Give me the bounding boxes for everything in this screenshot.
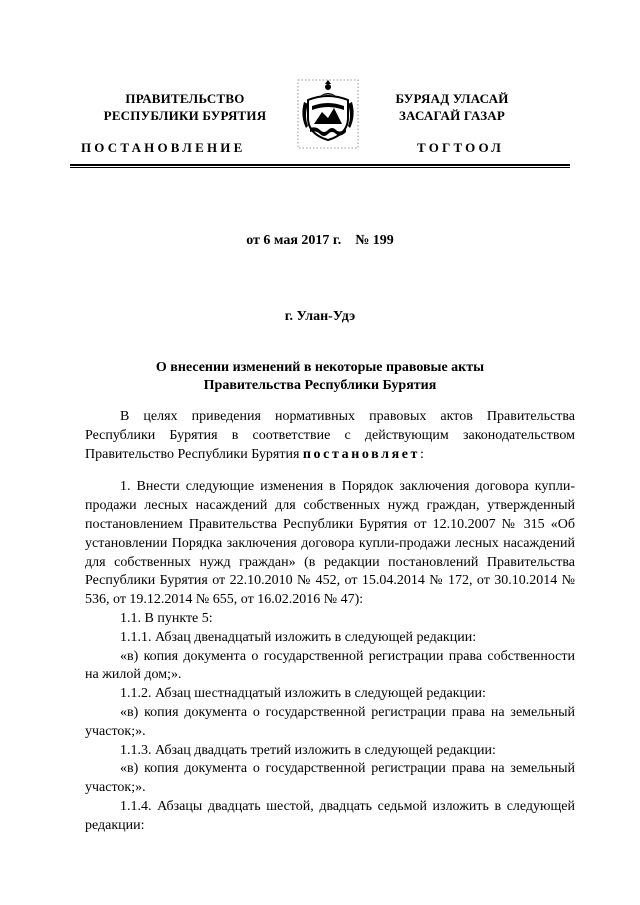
preamble-emphasis: постановляет	[302, 446, 421, 462]
header-right-line1: БУРЯАД УЛАСАЙ	[395, 91, 509, 106]
preamble-text: В целях приведения нормативных правовых актов Правительства Республики Бурятия в соответствие с действующим законодательством Правительство Республики Бурятия	[85, 409, 575, 462]
document-date: от 6 мая 2017 г.	[246, 233, 342, 248]
header-left-line2: РЕСПУБЛИКИ БУРЯТИЯ	[103, 108, 267, 123]
preamble-end: :	[420, 446, 424, 462]
document-title-line1: О внесении изменений в некоторые правовые акты	[155, 360, 485, 375]
header-right-org	[372, 90, 532, 124]
act-type-left: ПОСТАНОВЛЕНИЕ	[81, 140, 246, 155]
header-left-line1: ПРАВИТЕЛЬСТВО	[125, 91, 245, 106]
paragraph-1-1-2: 1.1.2. Абзац шестнадцатый изложить в следующей редакции:	[120, 686, 486, 702]
document-title-line2: Правительства Республики Бурятия	[203, 378, 437, 393]
paragraph-1-1-4: 1.1.4. Абзацы двадцать шестой, двадцать седьмой изложить в следующей редакции:	[85, 798, 575, 833]
document-title	[80, 359, 560, 395]
header-divider	[70, 164, 570, 168]
document-number: № 199	[355, 233, 394, 248]
paragraph-1-1-2-text: «в) копия документа о государственной регистрации права на земельный участок;».	[85, 704, 575, 739]
paragraph-1-1-3: 1.1.3. Абзац двадцать третий изложить в следующей редакции:	[120, 742, 496, 758]
paragraph-1-1-3-text: «в) копия документа о государственной регистрации права на земельный участок;».	[85, 761, 575, 796]
act-type-right: ТОГТООЛ	[417, 140, 505, 155]
republic-of-buryatia-emblem-icon	[296, 78, 360, 150]
document-body	[85, 408, 575, 836]
document-date-line	[0, 233, 640, 249]
paragraph-1-1-1-text: «в) копия документа о государственной регистрации права собственности на жилой дом;».	[85, 648, 575, 683]
preamble-paragraph	[85, 408, 575, 464]
paragraph-1-1: 1.1. В пункте 5:	[120, 610, 213, 626]
paragraph-1: 1. Внести следующие изменения в Порядок заключения договора купли-продажи лесных насаждений для собственных нужд граждан, утвержденный постановлением Правительства Республики Бурятия от 12.10.2007 № 315 «Об установлении Порядка заключения договора купли-продажи лесных насаждений для собственных нужд граждан» (в редакции постановлений Правительства Республики Бурятия от 22.10.2010 № 452, от 15.04.2014 № 172, от 30.10.2014 № 536, от 19.12.2014 № 655, от 16.02.2016 № 47):	[85, 479, 575, 608]
header-left-org	[100, 90, 270, 124]
paragraph-1-1-1: 1.1.1. Абзац двенадцатый изложить в следующей редакции:	[120, 629, 477, 645]
header-right-line2: ЗАСАГАЙ ГАЗАР	[398, 108, 506, 123]
document-city: г. Улан-Удэ	[284, 309, 356, 324]
